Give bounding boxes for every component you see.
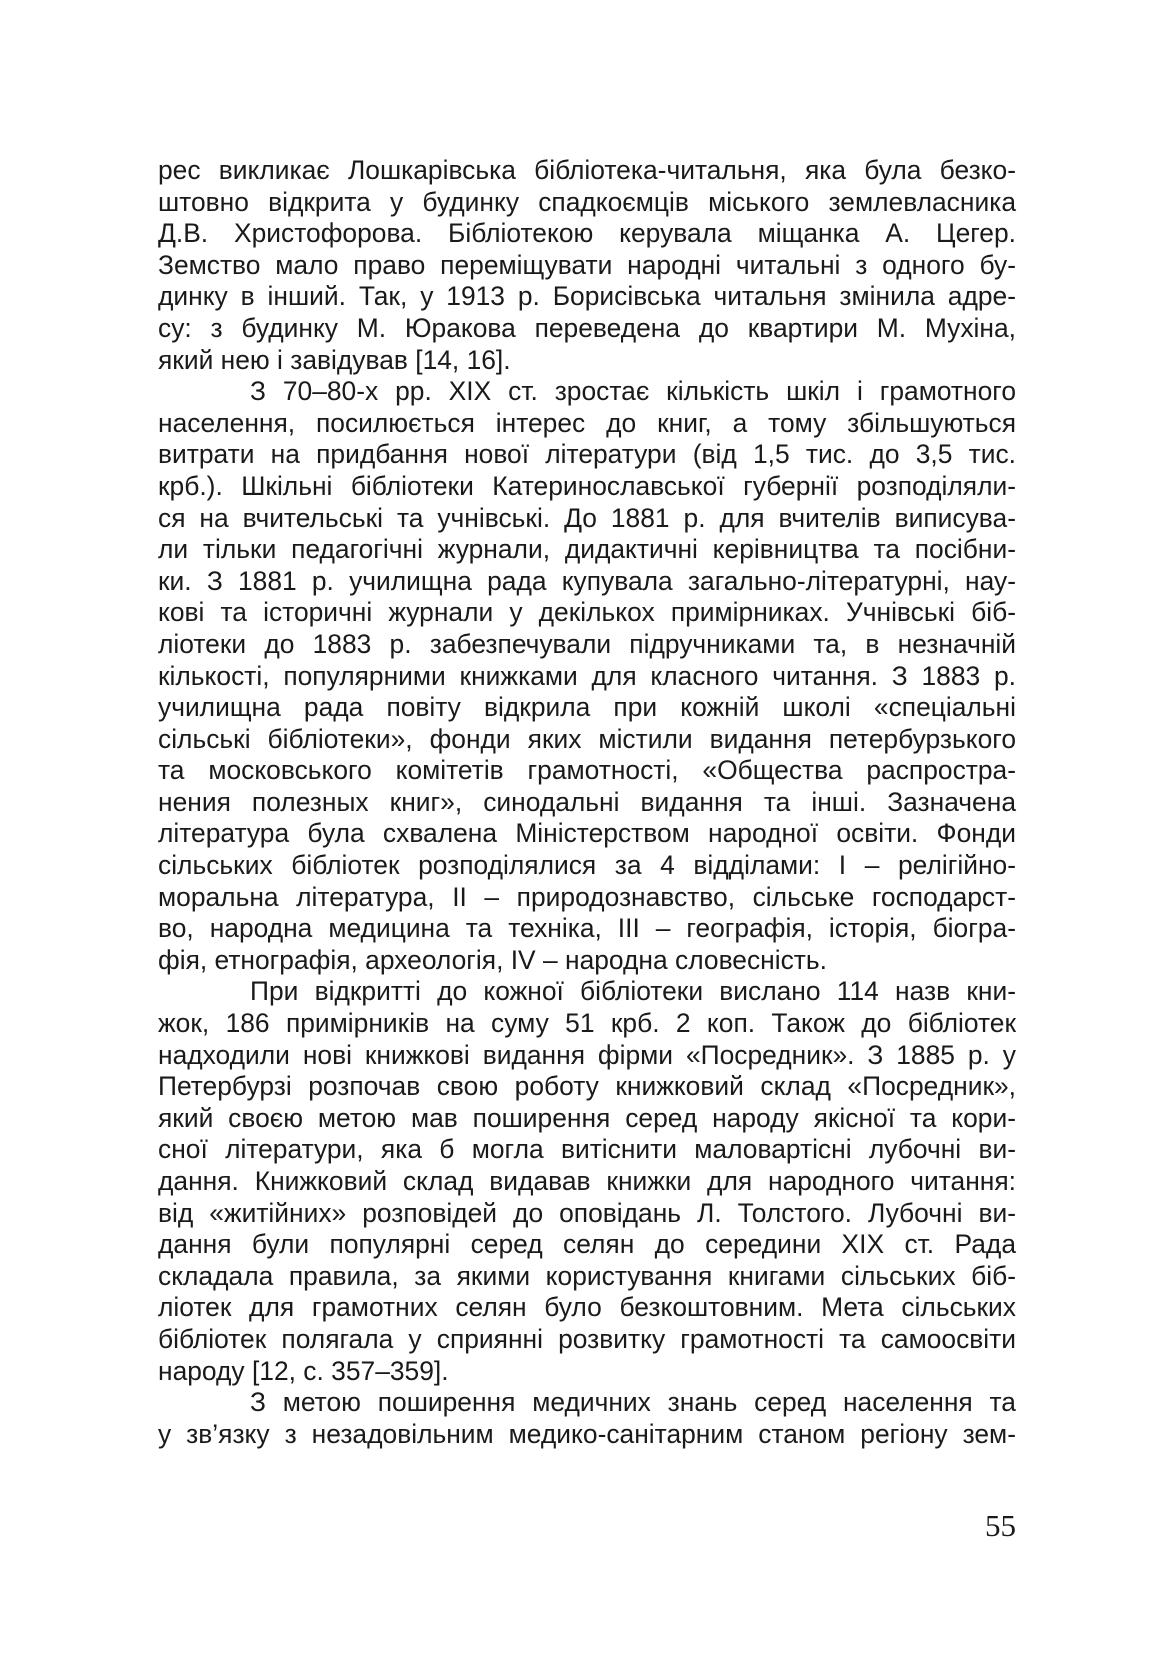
text-line: сної літератури, яка б могла витіснити маловартісні лубочні ви-: [158, 1134, 1016, 1165]
text-line: дання. Книжковий склад видавав книжки для народного читання:: [158, 1166, 1016, 1196]
text-line: нения полезных книг», синодальні видання та інші. Зазначена: [158, 786, 1016, 817]
text-line: штовно відкрита у будинку спадкоємців міського землевласника: [158, 186, 1016, 217]
text-line: народу [12, с. 357–359].: [158, 1355, 449, 1386]
text-line: ки. З 1881 р. училищна рада купувала загально-літературні, нау-: [158, 565, 1016, 596]
text-line: При відкритті до кожної бібліотеки вислано 114 назв кни-: [250, 976, 1016, 1007]
text-line: динку в інший. Так, у 1913 р. Борисівська читальня змінила адре-: [158, 281, 1016, 312]
text-line: жок, 186 примірників на суму 51 крб. 2 коп. Також до бібліотек: [158, 1008, 1016, 1039]
text-line: витрати на придбання нової літератури (від 1,5 тис. до 3,5 тис.: [158, 439, 1016, 470]
text-line: який своєю метою мав поширення серед народу якісної та кори-: [158, 1102, 1016, 1133]
body-text: [158, 155, 1016, 1450]
text-line: населення, посилюється інтерес до книг, а тому збільшуються: [158, 407, 1016, 438]
text-line: училищна рада повіту відкрила при кожній школі «спеціальні: [158, 692, 1016, 723]
text-line: кількості, популярними книжками для класного читання. З 1883 р.: [158, 660, 1016, 691]
text-line: ли тільки педагогічні журнали, дидактичні керівництва та посібни-: [158, 534, 1016, 565]
text-line: який нею і завідував [14, 16].: [158, 344, 511, 375]
text-line: у зв’язку з незадовільним медико-санітарним станом регіону зем-: [158, 1418, 1016, 1449]
text-line: Петербурзі розпочав свою роботу книжковий склад «Посредник»,: [158, 1071, 1016, 1102]
text-line: крб.). Шкільні бібліотеки Катеринославської губернії розподіляли-: [158, 470, 1016, 501]
page-number: 55: [985, 1508, 1016, 1543]
text-line: сільських бібліотек розподілялися за 4 відділами: І – релігійно-: [158, 850, 1016, 881]
text-line: ся на вчительські та учнівські. До 1881 р. для вчителів виписува-: [158, 502, 1016, 533]
text-line: З 70–80-х рр. ХІХ ст. зростає кількість шкіл і грамотного: [250, 376, 1016, 407]
text-line: З метою поширення медичних знань серед населення та: [250, 1387, 1016, 1418]
text-line: во, народна медицина та техніка, ІІІ – географія, історія, біогра-: [158, 913, 1016, 944]
text-line: Д.В. Христофорова. Бібліотекою керувала міщанка А. Цегер.: [158, 218, 1016, 249]
text-line: ліотек для грамотних селян було безкоштовним. Мета сільських: [158, 1292, 1016, 1323]
text-line: сільські бібліотеки», фонди яких містили видання петербурзького: [158, 723, 1016, 754]
text-line: від «житійних» розповідей до оповідань Л. Толстого. Лубочні ви-: [158, 1197, 1016, 1228]
text-line: фія, етнографія, археологія, ІV – народна словесність.: [158, 944, 827, 975]
text-line: дання були популярні серед селян до середини ХІХ ст. Рада: [158, 1229, 1016, 1260]
text-line: кові та історичні журнали у декількох примірниках. Учнівські біб-: [158, 597, 1016, 628]
text-line: рес викликає Лошкарівська бібліотека-читальня, яка була безко-: [158, 155, 1016, 185]
text-line: та московського комітетів грамотності, «Общества распростра-: [158, 755, 1016, 786]
text-line: література була схвалена Міністерством народної освіти. Фонди: [158, 818, 1016, 849]
text-line: ліотеки до 1883 р. забезпечували підручниками та, в незначній: [158, 628, 1016, 659]
text-line: моральна література, ІІ – природознавство, сільське господарст-: [158, 881, 1016, 912]
text-line: Земство мало право переміщувати народні читальні з одного бу-: [158, 249, 1016, 280]
text-line: складала правила, за якими користування книгами сільських біб-: [158, 1260, 1016, 1291]
text-line: надходили нові книжкові видання фірми «Посредник». З 1885 р. у: [158, 1039, 1016, 1070]
text-line: су: з будинку М. Юракова переведена до квартири М. Мухіна,: [158, 312, 1016, 343]
text-line: бібліотек полягала у сприянні розвитку грамотності та самоосвіти: [158, 1323, 1016, 1354]
